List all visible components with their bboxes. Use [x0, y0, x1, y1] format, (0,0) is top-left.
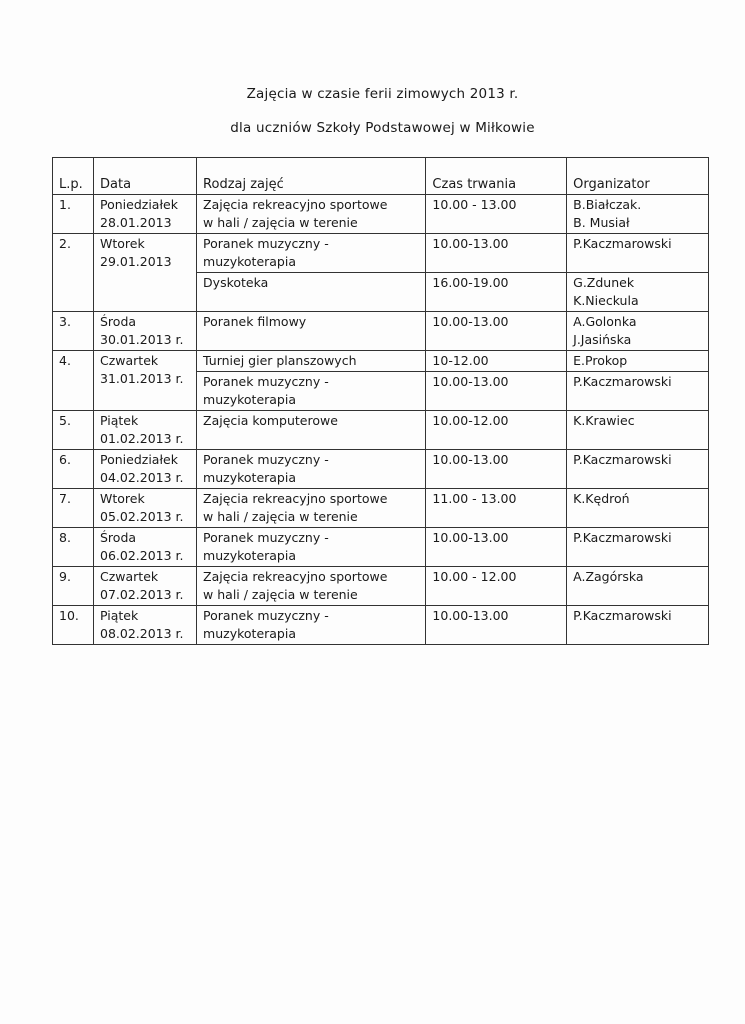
- activity-line: muzykoterapia: [203, 254, 297, 269]
- cell-date: [94, 606, 197, 645]
- organizer-line: P.Kaczmarowski: [573, 236, 672, 251]
- cell-duration: 10.00-13.00: [426, 450, 567, 489]
- cell-activity: [197, 450, 426, 489]
- date-label: 07.02.2013 r.: [100, 587, 184, 602]
- activity-line: w hali / zajęcia w terenie: [203, 509, 358, 524]
- cell-activity: [197, 312, 426, 351]
- cell-organizer: [567, 606, 709, 645]
- cell-activity: [197, 351, 426, 372]
- activity-line: Poranek muzyczny -: [203, 374, 329, 389]
- cell-organizer: [567, 351, 709, 372]
- cell-activity: [197, 234, 426, 273]
- column-header-date: Data: [94, 158, 197, 195]
- organizer-line: K.Krawiec: [573, 413, 635, 428]
- cell-date: [94, 312, 197, 351]
- weekday-label: Wtorek: [100, 236, 145, 251]
- cell-lp: 1.: [53, 195, 94, 234]
- activity-line: Poranek muzyczny -: [203, 236, 329, 251]
- activity-line: Dyskoteka: [203, 275, 269, 290]
- activity-line: muzykoterapia: [203, 470, 297, 485]
- cell-date: [94, 195, 197, 234]
- weekday-label: Piątek: [100, 608, 139, 623]
- cell-activity: [197, 372, 426, 411]
- activity-line: Poranek muzyczny -: [203, 530, 329, 545]
- document-subtitle: dla uczniów Szkoły Podstawowej w Miłkowie: [230, 120, 535, 136]
- cell-date: [94, 351, 197, 411]
- cell-activity: [197, 489, 426, 528]
- table-header-row: [53, 158, 709, 195]
- weekday-label: Poniedziałek: [100, 452, 178, 467]
- table-row: [53, 606, 709, 645]
- table-row: [53, 489, 709, 528]
- cell-organizer: [567, 567, 709, 606]
- organizer-line: K.Nieckula: [573, 293, 639, 308]
- organizer-line: P.Kaczmarowski: [573, 374, 672, 389]
- column-header-duration: Czas trwania: [426, 158, 567, 195]
- table-row: [53, 195, 709, 234]
- schedule-table: [52, 157, 709, 645]
- cell-duration: 10.00-13.00: [426, 528, 567, 567]
- organizer-line: P.Kaczmarowski: [573, 608, 672, 623]
- table-row: [53, 411, 709, 450]
- activity-line: Poranek muzyczny -: [203, 608, 329, 623]
- cell-date: [94, 489, 197, 528]
- table-row: [53, 528, 709, 567]
- table-row: [53, 234, 709, 273]
- table-row: [53, 312, 709, 351]
- date-label: 06.02.2013 r.: [100, 548, 184, 563]
- organizer-line: P.Kaczmarowski: [573, 530, 672, 545]
- cell-organizer: [567, 273, 709, 312]
- cell-lp: 7.: [53, 489, 94, 528]
- cell-lp: 10.: [53, 606, 94, 645]
- cell-date: [94, 528, 197, 567]
- cell-organizer: [567, 312, 709, 351]
- table-row: [53, 567, 709, 606]
- table-body: [53, 195, 709, 645]
- date-label: 30.01.2013 r.: [100, 332, 184, 347]
- cell-lp: 4.: [53, 351, 94, 411]
- cell-duration: 16.00-19.00: [426, 273, 567, 312]
- cell-duration: 10.00-13.00: [426, 372, 567, 411]
- date-label: 31.01.2013 r.: [100, 371, 184, 386]
- cell-activity: [197, 528, 426, 567]
- cell-date: [94, 234, 197, 312]
- cell-organizer: [567, 411, 709, 450]
- cell-lp: 3.: [53, 312, 94, 351]
- organizer-line: B. Musiał: [573, 215, 630, 230]
- cell-date: [94, 411, 197, 450]
- activity-line: Turniej gier planszowych: [203, 353, 357, 368]
- cell-date: [94, 450, 197, 489]
- column-header-organizer: Organizator: [567, 158, 709, 195]
- organizer-line: J.Jasińska: [573, 332, 632, 347]
- date-label: 28.01.2013: [100, 215, 172, 230]
- date-label: 01.02.2013 r.: [100, 431, 184, 446]
- cell-duration: 10.00-12.00: [426, 411, 567, 450]
- cell-organizer: [567, 234, 709, 273]
- cell-lp: 5.: [53, 411, 94, 450]
- organizer-line: E.Prokop: [573, 353, 628, 368]
- date-label: 04.02.2013 r.: [100, 470, 184, 485]
- activity-line: Zajęcia rekreacyjno sportowe: [203, 197, 388, 212]
- weekday-label: Piątek: [100, 413, 139, 428]
- cell-activity: [197, 411, 426, 450]
- activity-line: muzykoterapia: [203, 548, 297, 563]
- cell-organizer: [567, 528, 709, 567]
- activity-line: w hali / zajęcia w terenie: [203, 587, 358, 602]
- date-label: 29.01.2013: [100, 254, 172, 269]
- column-header-lp: L.p.: [53, 158, 94, 195]
- date-label: 05.02.2013 r.: [100, 509, 184, 524]
- cell-activity: [197, 606, 426, 645]
- cell-organizer: [567, 195, 709, 234]
- cell-lp: 8.: [53, 528, 94, 567]
- cell-organizer: [567, 372, 709, 411]
- activity-line: Poranek muzyczny -: [203, 452, 329, 467]
- weekday-label: Środa: [100, 314, 137, 329]
- weekday-label: Wtorek: [100, 491, 145, 506]
- column-header-activity: Rodzaj zajęć: [197, 158, 426, 195]
- cell-lp: 6.: [53, 450, 94, 489]
- cell-organizer: [567, 450, 709, 489]
- organizer-line: A.Golonka: [573, 314, 637, 329]
- organizer-line: B.Białczak.: [573, 197, 642, 212]
- activity-line: Zajęcia komputerowe: [203, 413, 338, 428]
- activity-line: muzykoterapia: [203, 626, 297, 641]
- activity-line: Zajęcia rekreacyjno sportowe: [203, 491, 388, 506]
- cell-duration: 10.00-13.00: [426, 606, 567, 645]
- cell-lp: 2.: [53, 234, 94, 312]
- activity-line: w hali / zajęcia w terenie: [203, 215, 358, 230]
- table-row: [53, 450, 709, 489]
- cell-activity: [197, 273, 426, 312]
- weekday-label: Poniedziałek: [100, 197, 178, 212]
- organizer-line: G.Zdunek: [573, 275, 635, 290]
- weekday-label: Czwartek: [100, 569, 159, 584]
- weekday-label: Środa: [100, 530, 137, 545]
- activity-line: Zajęcia rekreacyjno sportowe: [203, 569, 388, 584]
- organizer-line: K.Kędroń: [573, 491, 630, 506]
- organizer-line: A.Zagórska: [573, 569, 644, 584]
- cell-lp: 9.: [53, 567, 94, 606]
- cell-duration: 10.00 - 13.00: [426, 195, 567, 234]
- cell-activity: [197, 567, 426, 606]
- cell-duration: 10.00 - 12.00: [426, 567, 567, 606]
- cell-duration: 10.00-13.00: [426, 312, 567, 351]
- cell-date: [94, 567, 197, 606]
- organizer-line: P.Kaczmarowski: [573, 452, 672, 467]
- activity-line: muzykoterapia: [203, 392, 297, 407]
- table-row: [53, 351, 709, 372]
- cell-organizer: [567, 489, 709, 528]
- date-label: 08.02.2013 r.: [100, 626, 184, 641]
- document-title: Zajęcia w czasie ferii zimowych 2013 r.: [246, 86, 519, 102]
- activity-line: Poranek filmowy: [203, 314, 307, 329]
- cell-duration: 10-12.00: [426, 351, 567, 372]
- cell-activity: [197, 195, 426, 234]
- cell-duration: 11.00 - 13.00: [426, 489, 567, 528]
- weekday-label: Czwartek: [100, 353, 159, 368]
- cell-duration: 10.00-13.00: [426, 234, 567, 273]
